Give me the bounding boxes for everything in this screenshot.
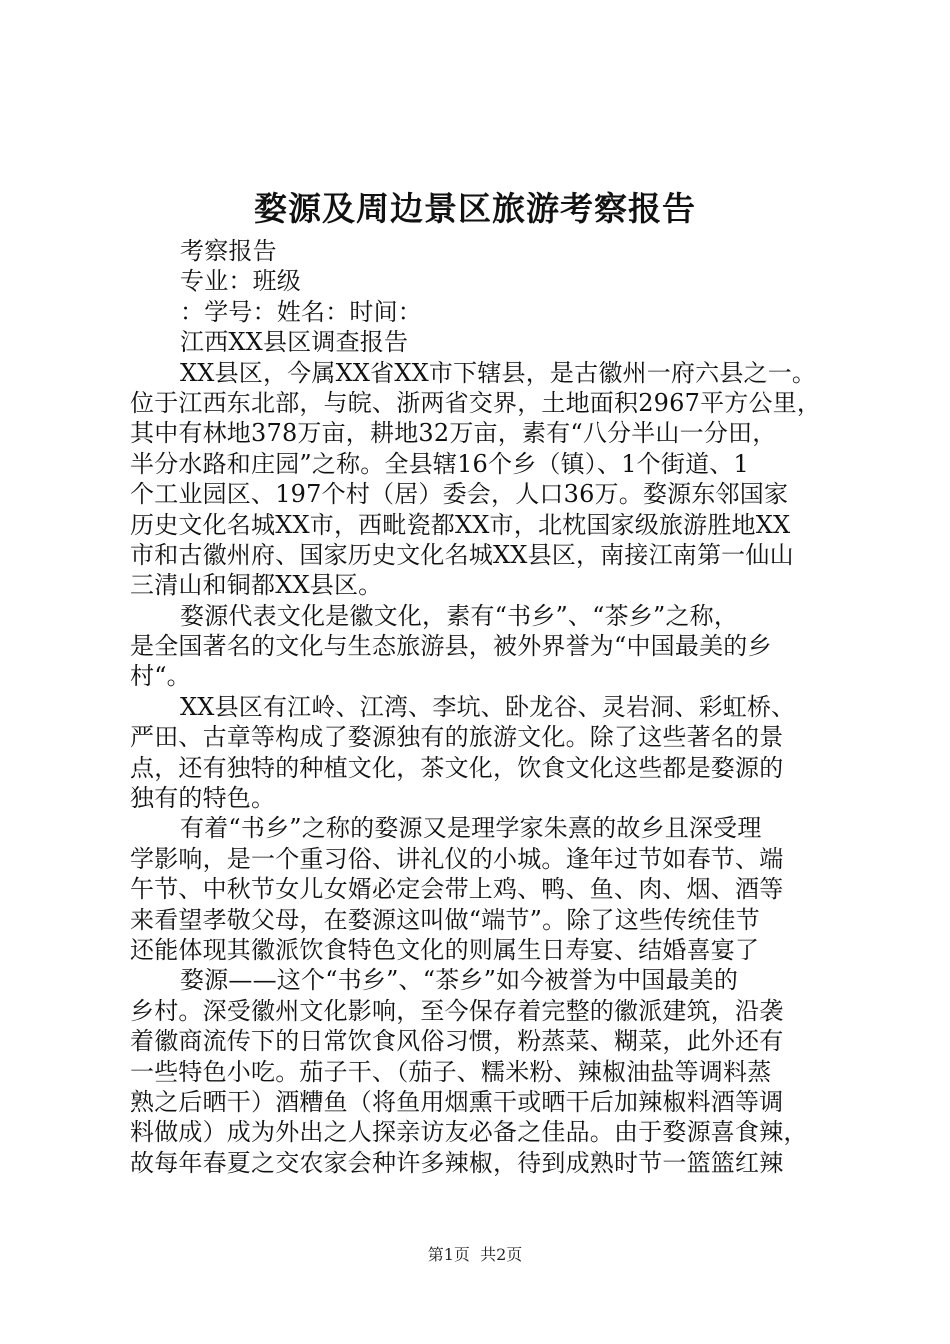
text-line: 学影响，是一个重习俗、讲礼仪的小城。逢年过节如春节、端: [130, 844, 784, 873]
page-total: 共2页: [480, 1245, 523, 1264]
text-line: 考察报告: [180, 237, 277, 265]
text-line: 还能体现其徽派饮食特色文化的则属生日寿宴、结婚喜宴了: [130, 935, 760, 964]
text-line: 乡村。深受徽州文化影响，至今保存着完整的徽派建筑，沿袭: [130, 996, 784, 1025]
text-line: 村“。: [130, 662, 191, 691]
text-line: 半分水路和庄园”之称。全县辖16个乡（镇）、1个街道、1: [130, 449, 749, 478]
document-body: [130, 236, 838, 1178]
page-footer: [0, 1244, 950, 1266]
text-line: 其中有林地378万亩，耕地32万亩，素有“八分半山一分田，: [130, 419, 777, 448]
text-line: 午节、中秋节女儿女婿必定会带上鸡、鸭、鱼、肉、烟、酒等: [130, 875, 784, 904]
text-line: 一些特色小吃。茄子干、（茄子、糯米粉、辣椒油盐等调料蒸: [130, 1057, 772, 1086]
text-line: 市和古徽州府、国家历史文化名城XX县区，南接江南第一仙山: [130, 540, 794, 569]
text-line: 来看望孝敬父母，在婺源这叫做“端节”。除了这些传统佳节: [130, 905, 760, 934]
footer-spacer: [470, 1245, 480, 1264]
text-line: 严田、古章等构成了婺源独有的旅游文化。除了这些著名的景: [130, 723, 784, 752]
text-line: 个工业园区、197个村（居）委会，人口36万。婺源东邻国家: [130, 480, 789, 509]
text-line: 专业：班级: [180, 267, 301, 296]
text-line: 婺源——这个“书乡”、“茶乡”如今被誉为中国最美的: [180, 966, 739, 995]
text-line: 是全国著名的文化与生态旅游县，被外界誉为“中国最美的乡: [130, 632, 772, 661]
text-line: XX县区，今属XX省XX市下辖县，是古徽州一府六县之一。: [180, 358, 817, 387]
document-title: 婺源及周边景区旅游考察报告: [254, 189, 696, 228]
text-line: 三清山和铜都XX县区。: [130, 571, 383, 600]
text-line: 婺源代表文化是徽文化，素有“书乡”、“茶乡”之称，: [180, 601, 739, 630]
text-line: 料做成）成为外出之人探亲访友必备之佳品。由于婺源喜食辣，: [130, 1118, 808, 1147]
text-line: 点，还有独特的种植文化，茶文化，饮食文化这些都是婺源的: [130, 753, 784, 782]
text-line: 位于江西东北部，与皖、浙两省交界，土地面积2967平方公里，: [130, 388, 822, 417]
text-line: 着徽商流传下的日常饮食风俗习惯，粉蒸菜、糊菜，此外还有: [130, 1027, 784, 1056]
text-line: 江西XX县区调查报告: [180, 328, 409, 357]
page-number: 第1页: [427, 1245, 470, 1264]
text-line: 故每年春夏之交农家会种许多辣椒，待到成熟时节一篮篮红辣: [130, 1148, 784, 1177]
text-line: 有着“书乡”之称的婺源又是理学家朱熹的故乡且深受理: [180, 814, 762, 843]
text-line: XX县区有江岭、江湾、李坑、卧龙谷、灵岩洞、彩虹桥、: [180, 692, 796, 721]
text-line: ：学号：姓名：时间：: [180, 297, 422, 326]
text-line: 历史文化名城XX市，西毗瓷都XX市，北枕国家级旅游胜地XX: [130, 510, 791, 539]
text-line: 熟之后晒干）酒糟鱼（将鱼用烟熏干或晒干后加辣椒料酒等调: [130, 1087, 784, 1116]
text-line: 独有的特色。: [130, 784, 276, 813]
